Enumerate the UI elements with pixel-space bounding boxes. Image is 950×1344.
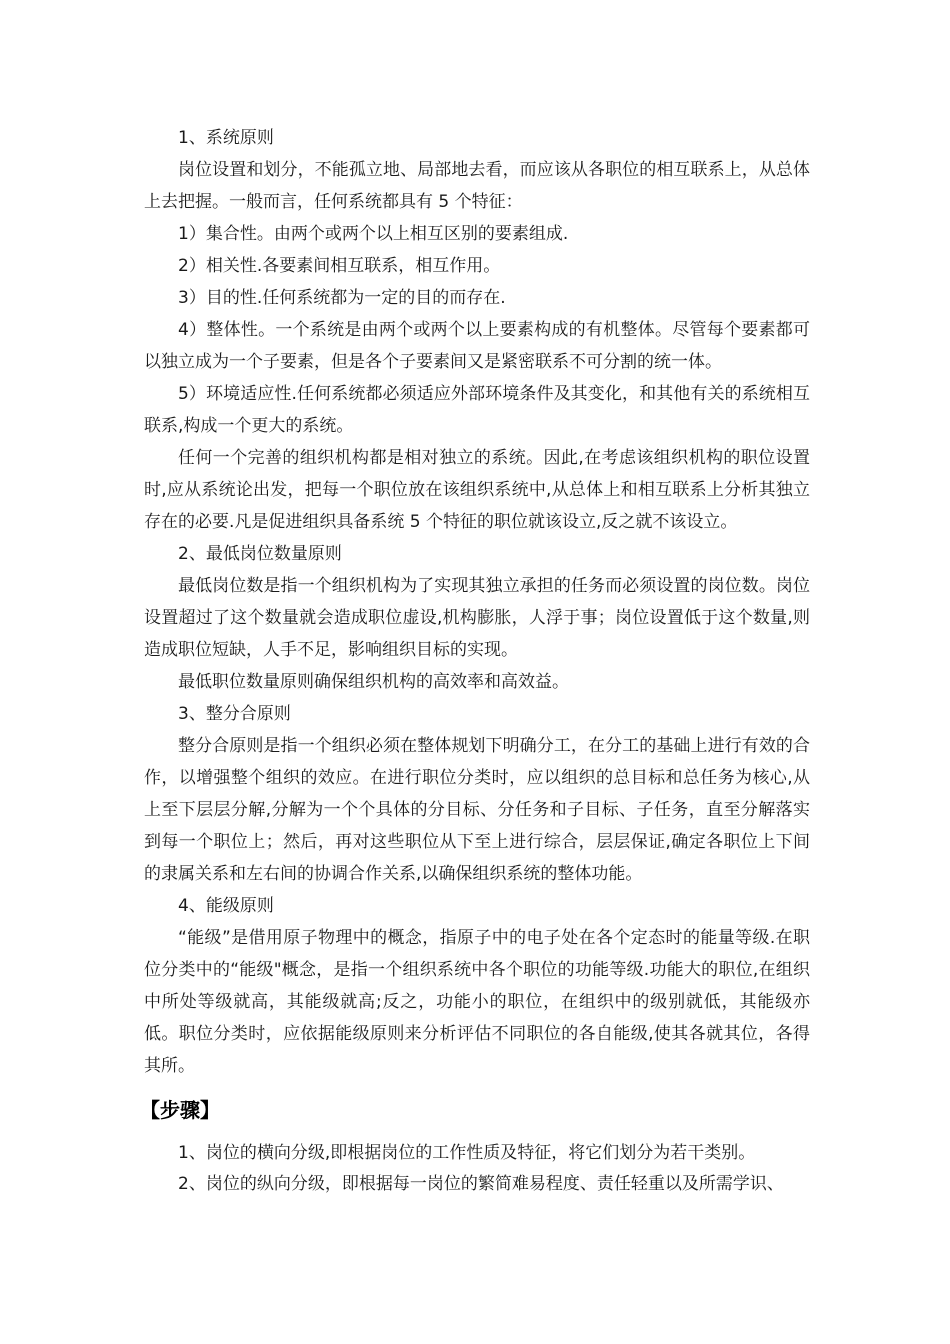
principle-2-heading: 2、最低岗位数量原则 bbox=[178, 544, 342, 564]
principle-2-body: 最低岗位数是指一个组织机构为了实现其独立承担的任务而必须设置的岗位数。岗位设置超过了这个数量就会造成职位虚设,机构膨胀，人浮于事；岗位设置低于这个数量,则造成职位短缺，人手不足，影响组织目标的实现。 bbox=[144, 576, 810, 660]
step-1: 1、岗位的横向分级,即根据岗位的工作性质及特征，将它们划分为若干类别。 bbox=[178, 1143, 756, 1163]
principle-1-item-3: 3）目的性.任何系统都为一定的目的而存在. bbox=[178, 288, 506, 308]
principle-1-heading: 1、系统原则 bbox=[178, 128, 274, 148]
principle-4-heading: 4、能级原则 bbox=[178, 896, 274, 916]
principle-3-body: 整分合原则是指一个组织必须在整体规划下明确分工，在分工的基础上进行有效的合作，以增强整个组织的效应。在进行职位分类时，应以组织的总目标和总任务为核心,从上至下层层分解,分解为一个个具体的分目标、分任务和子目标、子任务，直至分解落实到每一个职位上；然后，再对这些职位从下至上进行综合，层层保证,确定各职位上下间的隶属关系和左右间的协调合作关系,以确保组织系统的整体功能。 bbox=[144, 736, 810, 884]
principle-1-summary: 任何一个完善的组织机构都是相对独立的系统。因此,在考虑该组织机构的职位设置时,应从系统论出发，把每一个职位放在该组织系统中,从总体上和相互联系上分析其独立存在的必要.凡是促进组织具备系统 5 个特征的职位就该设立,反之就不该设立。 bbox=[144, 448, 810, 532]
steps-heading: 【步骤】 bbox=[140, 1098, 220, 1122]
principle-2-summary: 最低职位数量原则确保组织机构的高效率和高效益。 bbox=[178, 672, 569, 692]
principle-1-item-4: 4）整体性。一个系统是由两个或两个以上要素构成的有机整体。尽管每个要素都可以独立成为一个子要素，但是各个子要素间又是紧密联系不可分割的统一体。 bbox=[144, 320, 810, 372]
document-page bbox=[140, 122, 810, 1200]
principle-1-item-5: 5）环境适应性.任何系统都必须适应外部环境条件及其变化，和其他有关的系统相互联系,构成一个更大的系统。 bbox=[144, 384, 810, 436]
steps-list bbox=[144, 1138, 810, 1200]
principle-3-heading: 3、整分合原则 bbox=[178, 704, 291, 724]
step-2: 2、岗位的纵向分级，即根据每一岗位的繁简难易程度、责任轻重以及所需学识、 bbox=[178, 1174, 784, 1194]
principle-4-body: “能级”是借用原子物理中的概念，指原子中的电子处在各个定态时的能量等级.在职位分类中的“能级"概念，是指一个组织系统中各个职位的功能等级.功能大的职位,在组织中所处等级就高，其能级就高;反之，功能小的职位，在组织中的级别就低，其能级亦低。职位分类时，应依据能级原则来分析评估不同职位的各自能级,使其各就其位，各得其所。 bbox=[144, 928, 810, 1076]
principle-1-item-2: 2）相关性.各要素间相互联系，相互作用。 bbox=[178, 256, 501, 276]
principle-1-item-1: 1）集合性。由两个或两个以上相互区别的要素组成. bbox=[178, 224, 569, 244]
principle-1-intro: 岗位设置和划分，不能孤立地、局部地去看，而应该从各职位的相互联系上，从总体上去把握。一般而言，任何系统都具有 5 个特征： bbox=[144, 160, 810, 212]
